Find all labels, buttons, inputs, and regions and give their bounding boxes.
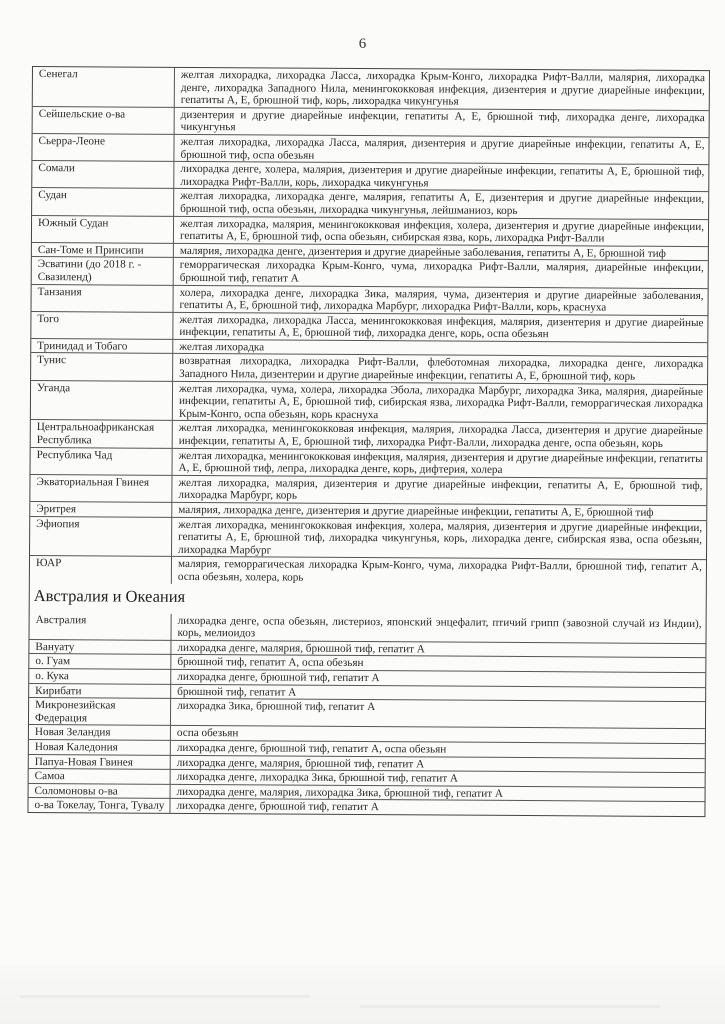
diseases-cell: желтая лихорадка (173, 339, 708, 357)
country-cell: Папуа-Новая Гвинея (29, 754, 171, 769)
africa-rows (30, 67, 709, 587)
table-row (29, 613, 705, 644)
bleed-through-line (360, 1005, 660, 1008)
country-cell: Уганда (31, 380, 173, 421)
country-cell: Эритрея (30, 501, 172, 516)
oceania-rows (28, 613, 705, 816)
diseases-cell: брюшной тиф, гепатит А, оспа обезьян (171, 655, 706, 673)
country-cell: Новая Зеландия (29, 725, 171, 740)
table-row (30, 516, 706, 560)
country-cell: о. Кука (29, 668, 171, 683)
country-cell: Того (31, 311, 173, 339)
diseases-cell: геморрагическая лихорадка Крым-Конго, чума, лихорадка Рифт-Валли, малярия, диарейные инфекции, брюшной тиф, гепатит А (173, 258, 708, 288)
table-row (33, 106, 709, 137)
diseases-cell: лихорадка денге, лихорадка Зика, брюшной тиф, гепатит А (170, 769, 705, 787)
diseases-cell: лихорадка денге, малярия, брюшной тиф, гепатит А (171, 640, 706, 658)
diseases-cell: лихорадка денге, малярия, брюшной тиф, гепатит А (170, 755, 705, 773)
diseases-cell: лихорадка денге, брюшной тиф, гепатит А (176, 800, 379, 814)
table-row (32, 284, 708, 315)
country-cell: Микронезийская Федерация (29, 698, 171, 726)
table-row (32, 257, 708, 288)
diseases-cell: желтая лихорадка, менингококковая инфекция, малярия, дизентерия и другие диарейные инфекции, гепатиты А, Е, брюшной тиф, лепра, лихорадка денге, корь, дифтерия, холера (172, 448, 707, 478)
diseases-cell: малярия, геморрагическая лихорадка Крым-Конго, чума, лихорадка Рифт-Валли, брюшной тиф, гепатит А, оспа обезьян, холера, корь (177, 558, 702, 584)
disease-table (27, 66, 710, 817)
bleed-through-line (20, 995, 310, 998)
table-row (31, 380, 707, 424)
country-cell: Австралия (29, 613, 171, 641)
diseases-cell: малярия, лихорадка денге, дизентерия и другие диарейные заболевания, гепатиты А, Е, брюшной тиф (173, 243, 708, 261)
country-cell: о. Гуам (29, 654, 171, 669)
diseases-cell: лихорадка денге, холера, малярия, дизентерия и другие диарейные инфекции, гепатиты А, Е, брюшной тиф, лихорадка Рифт-Валли, корь, лихорадка чикунгунья (174, 162, 709, 192)
diseases-cell: желтая лихорадка, менингококковая инфекция, холера, малярия, дизентерия и другие диарейные инфекции, гепатиты А, Е, брюшной тиф, лихорадка чикунгунья, корь, лихорадка денге, сибирская язва, оспа обезьян, лихорадка Марбург (172, 517, 707, 560)
country-cell: Южный Судан (32, 215, 174, 243)
diseases-cell: холера, лихорадка денге, лихорадка Зика, малярия, чума, дизентерия и другие диарейные заболевания, гепатиты А, Е, брюшной тиф, лихорадка Марбург, лихорадка Рифт-Валли, корь, краснуха (173, 285, 708, 315)
table-row (31, 447, 707, 478)
country-cell: Экваториальная Гвинея (30, 474, 172, 502)
diseases-cell: лихорадка денге, брюшной тиф, гепатит А (171, 669, 706, 687)
table-row (30, 556, 706, 587)
table-row (30, 474, 706, 505)
country-cell: Новая Каледония (29, 739, 171, 754)
diseases-cell: желтая лихорадка, малярия, дизентерия и другие диарейные инфекции, гепатиты А, Е, брюшной тиф, лихорадка Марбург, корь (172, 475, 707, 505)
diseases-cell: лихорадка денге, малярия, лихорадка Зика, брюшной тиф, гепатит А (170, 784, 705, 802)
country-cell: Соломоновы о-ва (29, 783, 171, 798)
diseases-cell: желтая лихорадка, лихорадка Ласса, менингококковая инфекция, малярия, дизентерия и другие диарейные инфекции, гепатиты А, Е, брюшной тиф, лихорадка денге, корь, оспа обезьян (173, 312, 708, 342)
country-cell: о-ва Токелау, Тонга, Тувалу (28, 798, 170, 813)
diseases-cell: желтая лихорадка, лихорадка Ласса, малярия, дизентерия и другие диарейные инфекции, гепатиты А, Е, брюшной тиф, оспа обезьян (174, 134, 709, 164)
diseases-cell: лихорадка Зика, брюшной тиф, гепатит А (170, 698, 705, 728)
table-row (31, 353, 707, 384)
table-row (28, 798, 704, 816)
scan-artifact-area (0, 965, 725, 1024)
country-cell: Центральноафриканская Республика (31, 420, 173, 448)
country-disease-table (28, 67, 709, 816)
country-cell: Танзания (32, 284, 174, 312)
country-cell: Республика Чад (31, 447, 173, 475)
table-row (31, 420, 707, 451)
diseases-cell: желтая лихорадка, малярия, менингококковая инфекция, холера, дизентерия и другие диарейные инфекции, гепатиты А, Е, брюшной тиф, оспа обезьян, сибирская язва, корь, лихорадка Рифт-Валли (173, 216, 708, 246)
section-header-row (30, 583, 706, 617)
table-row (32, 161, 708, 192)
country-cell: Вануату (29, 639, 171, 654)
country-cell: Эсватини (до 2018 г. - Свазиленд) (32, 257, 174, 285)
diseases-cell: желтая лихорадка, лихорадка денге, малярия, гепатиты А, Е, дизентерия и другие диарейные инфекции, брюшной тиф, оспа обезьян, лихорадка чикунгунья, лейшманиоз, корь (174, 189, 709, 219)
country-cell: Тринидад и Тобаго (31, 338, 173, 353)
country-cell: ЮАР (30, 556, 172, 584)
table-row (32, 215, 708, 246)
table-row (33, 67, 709, 110)
country-cell: Сан-Томе и Принсипи (32, 242, 174, 257)
table-row (32, 188, 708, 219)
diseases-cell: лихорадка денге, оспа обезьян, листериоз, японский энцефалит, птичий грипп (завозной случай из Индии), корь, мелиоидоз (171, 613, 706, 643)
page-number: 6 (358, 36, 367, 52)
country-cell: Эфиопия (30, 516, 172, 557)
diseases-cell: возвратная лихорадка, лихорадка Рифт-Валли, флеботомная лихорадка, лихорадка денге, лихорадка Западного Нила, дизентерии и другие диарейные инфекции, гепатиты А, Е, брюшной тиф, корь (173, 354, 708, 384)
country-cell: Самоа (29, 769, 171, 784)
diseases-cell: желтая лихорадка, лихорадка Ласса, лихорадка Крым-Конго, лихорадка Рифт-Валли, малярия, лихорадка денге, лихорадка Западного Нила, менингококковая инфекция, дизентерия и другие диарейные инфекции, гепатиты А, Е, брюшной тиф, корь, лихорадка чикунгунья (174, 68, 709, 111)
diseases-cell: желтая лихорадка, чума, холера, лихорадка Эбола, лихорадка Марбург, лихорадка Зика, малярия, диарейные инфекции, гепатиты А, Е, брюшной тиф, сибирская язва, лихорадка Рифт-Валли, геморрагическая лихорадка Крым-Конго, оспа обезьян, корь краснуха (172, 381, 707, 424)
country-cell: Тунис (31, 353, 173, 381)
table-row (31, 311, 707, 342)
country-cell: Судан (32, 188, 174, 216)
table-row (29, 698, 705, 729)
country-cell: Кирибати (29, 683, 171, 698)
country-cell: Сейшельские о-ва (33, 106, 175, 134)
diseases-cell: желтая лихорадка, менингококковая инфекция, малярия, лихорадка Ласса, дизентерия и другие диарейные инфекции, гепатиты А, Е, брюшной тиф, лихорадка Рифт-Валли, лихорадка денге, оспа обезьян, корь (172, 421, 707, 451)
diseases-cell: дизентерия и другие диарейные инфекции, гепатиты А, Е, брюшной тиф, лихорадка денге, лихорадка чикунгунья (174, 107, 709, 137)
diseases-cell: малярия, лихорадка денге, дизентерия и другие диарейные инфекции, гепатиты А, Е, брюшной тиф (172, 502, 707, 520)
table-row (32, 133, 708, 164)
diseases-cell: оспа обезьян (170, 726, 705, 744)
diseases-cell: брюшной тиф, гепатит А (171, 684, 706, 702)
diseases-cell: лихорадка денге, брюшной тиф, гепатит А, оспа обезьян (170, 740, 705, 758)
section-title: Австралия и Океания (33, 585, 186, 606)
country-cell: Сомали (32, 161, 174, 189)
oceania-section (30, 583, 706, 617)
country-cell: Сенегал (33, 67, 175, 107)
country-cell: Сьерра-Леоне (32, 133, 174, 161)
